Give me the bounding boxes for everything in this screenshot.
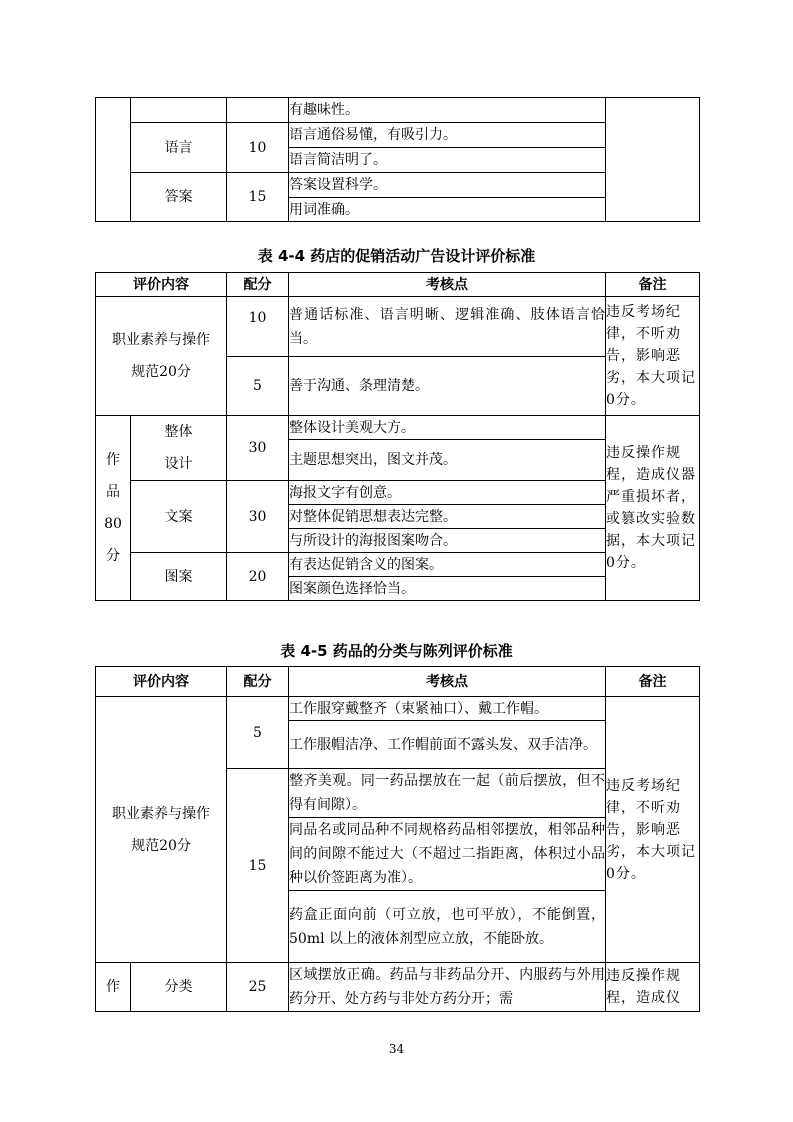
top-table: [95, 97, 700, 222]
group-name: 文案: [131, 481, 227, 553]
group-score: 30: [227, 416, 289, 481]
group-item: 与所设计的海报图案吻合。: [289, 529, 606, 553]
top-item: 语言简洁明了。: [289, 148, 606, 173]
row-item: 整齐美观。同一药品摆放在一起（前后摆放，但不得有间隙）。: [289, 769, 606, 818]
works-title-char: 分: [106, 548, 120, 564]
group-item: 有表达促销含义的图案。: [289, 553, 606, 577]
header-score: 配分: [227, 667, 289, 697]
top-item: 答案设置科学。: [289, 173, 606, 198]
page-number: 34: [388, 1042, 405, 1056]
group-item: 图案颜色选择恰当。: [289, 577, 606, 601]
row-item: 工作服穿戴整齐（束紧袖口）、戴工作帽。: [289, 697, 606, 721]
group-name: 分类: [131, 963, 227, 1012]
top-item: 有趣味性。: [289, 98, 606, 123]
header-notes: 备注: [606, 273, 700, 297]
header-points: 考核点: [289, 667, 606, 697]
header-points: 考核点: [289, 273, 606, 297]
table-4-5: [95, 666, 700, 1012]
row-score: 5: [227, 697, 289, 769]
group-score: 20: [227, 553, 289, 601]
row-item: 同品名或同品种不同规格药品相邻摆放，相邻品种间的间隙不能过大（不超过二指距离，体积过小品种以价签距离为准）。: [289, 818, 606, 891]
works-title-char: 品: [106, 484, 120, 500]
top-section-cell: [96, 98, 131, 222]
section-note: 违反操作规程，造成仪器严重损坏者，或篡改实验数据，本大项记0分。: [606, 416, 700, 601]
top-group-score: 10: [227, 123, 289, 173]
group-item: 主题思想突出，图文并茂。: [289, 440, 606, 481]
top-group-score: 15: [227, 173, 289, 222]
section-note: 违反考场纪律，不听劝告，影响恶劣，本大项记0分。: [606, 297, 700, 416]
top-note-cell: [606, 98, 700, 222]
works-title-char: 80: [104, 516, 122, 532]
group-text: 区域摆放正确。药品与非药品分开、内服药与外用药分开、处方药与非处方药分开；需: [289, 963, 606, 1012]
row-score: 5: [227, 357, 289, 416]
section-note: 违反操作规程，造成仪: [606, 963, 700, 1012]
section-note: 违反考场纪律，不听劝告，影响恶劣，本大项记0分。: [606, 697, 700, 963]
works-title-char: 作: [106, 452, 120, 468]
section-title: 职业素养与操作规范20分: [96, 297, 227, 416]
header-notes: 备注: [606, 667, 700, 697]
top-item: 用词准确。: [289, 198, 606, 222]
table-4-5-caption: 表 4-5 药品的分类与陈列评价标准: [280, 642, 513, 660]
row-score: 10: [227, 297, 289, 357]
group-score: 25: [227, 963, 289, 1012]
group-item: 海报文字有创意。: [289, 481, 606, 505]
top-score-cell: [227, 98, 289, 123]
section-title: 职业素养与操作规范20分: [96, 697, 227, 963]
header-content: 评价内容: [96, 667, 227, 697]
row-item: 工作服帽洁净、工作帽前面不露头发、双手洁净。: [289, 721, 606, 769]
works-title: [96, 416, 131, 601]
row-text: 普通话标准、语言明晰、逻辑准确、肢体语言恰当。: [289, 297, 606, 357]
table-4-4: [95, 272, 700, 601]
header-content: 评价内容: [96, 273, 227, 297]
row-score: 15: [227, 769, 289, 963]
top-group-name: 答案: [131, 173, 227, 222]
group-item: 整体设计美观大方。: [289, 416, 606, 440]
top-name-cell: [131, 98, 227, 123]
table-4-4-caption: 表 4-4 药店的促销活动广告设计评价标准: [257, 247, 536, 265]
row-text: 善于沟通、条理清楚。: [289, 357, 606, 416]
group-score: 30: [227, 481, 289, 553]
group-name: 整体 设计: [131, 416, 227, 481]
top-group-name: 语言: [131, 123, 227, 173]
row-item: 药盒正面向前（可立放，也可平放），不能倒置，50ml 以上的液体剂型应立放，不能卧放。: [289, 891, 606, 963]
group-item: 对整体促销思想表达完整。: [289, 505, 606, 529]
top-item: 语言通俗易懂，有吸引力。: [289, 123, 606, 148]
group-name: 图案: [131, 553, 227, 601]
header-score: 配分: [227, 273, 289, 297]
works-title-char: 作: [96, 963, 131, 1012]
